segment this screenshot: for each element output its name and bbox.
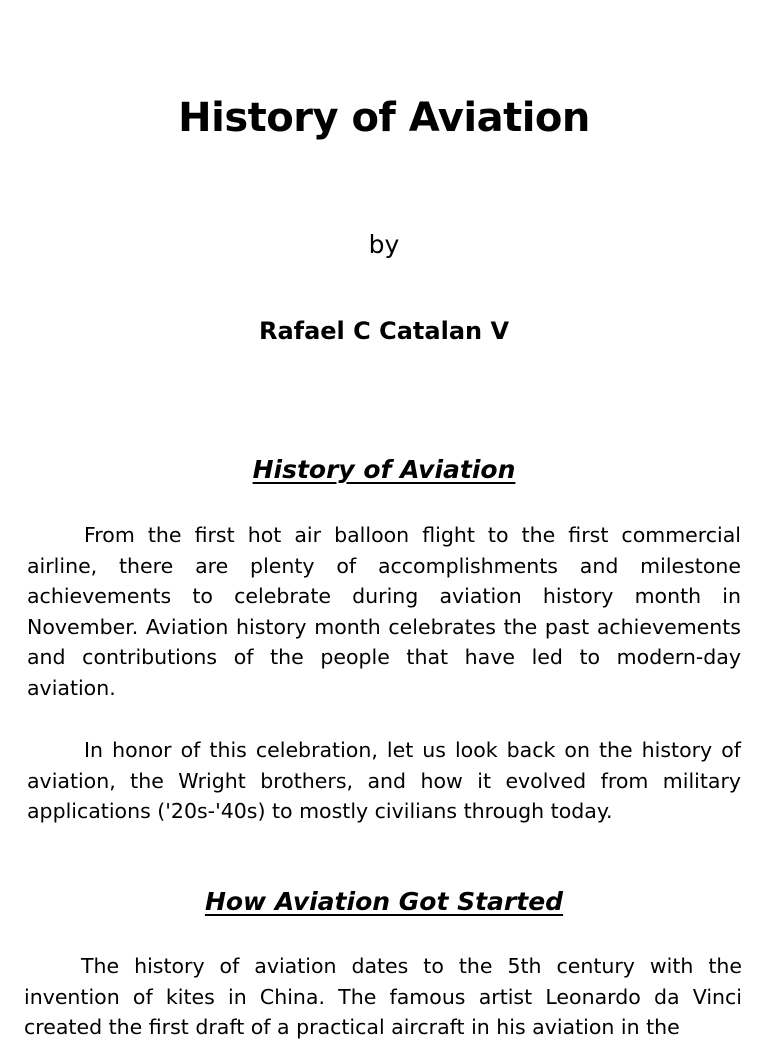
section-heading-how-started: How Aviation Got Started — [204, 887, 564, 916]
paragraph: From the first hot air balloon flight to the first commercial airline, there are plenty of accomplishments and milestone achievements to celebrate during aviation history month in November. Aviation history month celebrates the past achievements and contributions of the people that have led to modern-day aviation. — [27, 523, 741, 700]
paragraph: In honor of this celebration, let us look back on the history of aviation, the Wright brothers, and how it evolved from military applications ('20s-'40s) to mostly civilians through today. — [27, 738, 741, 824]
section-heading-history: History of Aviation — [252, 455, 516, 484]
author-name: Rafael C Catalan V — [258, 317, 510, 345]
byline: by — [368, 230, 400, 259]
document-title: History of Aviation — [178, 95, 590, 141]
paragraph: The history of aviation dates to the 5th century with the invention of kites in China. The famous artist Leonardo da Vinci created the first draft of a practical aircraft in his aviation in the — [24, 954, 742, 1040]
